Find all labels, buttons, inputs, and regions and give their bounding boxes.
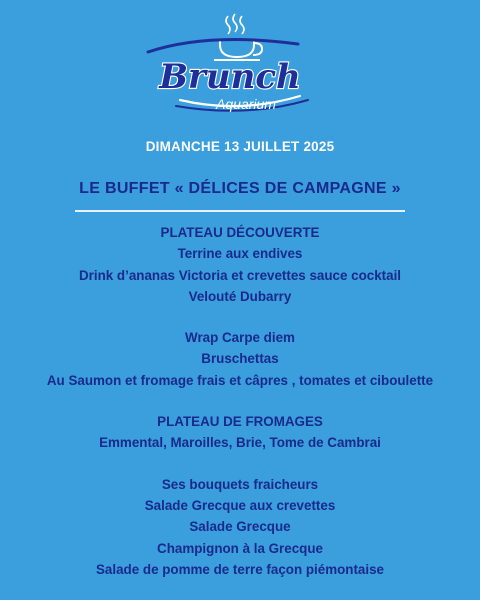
menu-item: Bruschettas <box>201 351 279 367</box>
menu-item: Emmental, Maroilles, Brie, Tome de Cambrai <box>99 435 381 451</box>
menu-item: Drink d’ananas Victoria et crevettes sauce cocktail <box>78 267 402 283</box>
steam-icon <box>226 16 230 34</box>
menu-item: Wrap Carpe diem <box>185 330 295 346</box>
logo-subtitle-text: Aquarium <box>216 96 276 112</box>
menu-item: Salade de pomme de terre façon piémontaise <box>96 561 384 577</box>
menu-item: Salade Grecque aux crevettes <box>144 497 336 513</box>
buffet-title: LE BUFFET « DÉLICES DE CAMPAGNE » <box>79 180 401 197</box>
section-heading-plateau-fromages: PLATEAU DE FROMAGES <box>157 414 323 430</box>
brunch-aquarium-logo <box>140 10 320 120</box>
menu-item: Terrine aux endives <box>177 246 303 262</box>
menu-item: Champignon à la Grecque <box>157 540 323 556</box>
logo-graphic <box>140 10 320 120</box>
coffee-cup-icon <box>220 40 254 57</box>
menu-item: Velouté Dubarry <box>188 288 292 304</box>
logo-brand-text: Brunch <box>159 57 301 97</box>
menu-item: Ses bouquets fraicheurs <box>161 476 319 492</box>
title-divider <box>75 210 405 212</box>
event-date: DIMANCHE 13 JUILLET 2025 <box>145 139 335 154</box>
section-heading-plateau-decouverte: PLATEAU DÉCOUVERTE <box>160 225 320 240</box>
menu-item: Au Saumon et fromage frais et câpres , tomates et ciboulette <box>46 372 434 388</box>
menu-item: Salade Grecque <box>189 519 291 535</box>
menu-list <box>0 222 480 580</box>
